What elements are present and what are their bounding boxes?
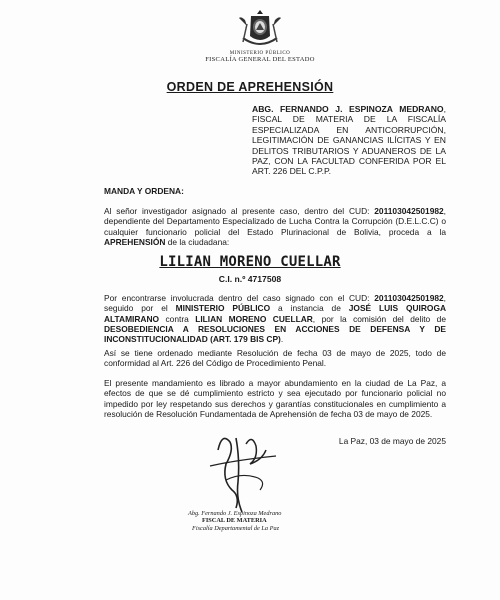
institution-name: MINISTERIO PÚBLICO <box>229 51 291 56</box>
official-stamp <box>188 510 292 532</box>
text-span: , dependiente del Departamento Especializado de Lucha Contra la Corrupción (D.E.L.C.C) o cualquier funcionario policial del Estado Plurinacional de Bolivia, proceda a la <box>104 206 446 237</box>
accused-name-inline: LILIAN MORENO CUELLAR <box>195 313 313 324</box>
id-number: C.I. n.º 4717508 <box>218 274 282 284</box>
authority-name: ABG. FERNANDO J. ESPINOZA MEDRANO <box>252 104 444 114</box>
document-title: ORDEN DE APREHENSIÓN <box>166 80 334 94</box>
institution-subname: FISCALÍA GENERAL DEL ESTADO <box>205 56 315 63</box>
text-span: Por encontrarse involucrada dentro del caso signado con el CUD: <box>104 293 375 303</box>
text-span: , seguido por el <box>104 293 446 314</box>
coat-of-arms-icon <box>237 8 283 50</box>
accused-name: LILIAN MORENO CUELLAR <box>159 254 341 270</box>
resolution-paragraph: Así se tiene ordenado mediante Resolución de fecha 03 de mayo de 2025, todo de conformidad al Art. 226 del Código de Procedimiento Penal. <box>104 348 446 369</box>
handwritten-signature <box>196 420 306 520</box>
case-paragraph <box>104 293 446 344</box>
emphasis-text: MINISTERIO PÚBLICO <box>175 303 271 314</box>
text-span: Al señor investigador asignado al presente caso, dentro del CUD: <box>104 206 375 216</box>
crime-text: DESOBEDIENCIA A RESOLUCIONES EN ACCIONES DE DEFENSA Y DE INCONSTITUCIONALIDAD (ART. 179 BIS CP) <box>104 323 446 345</box>
text-span: , por la comisión del delito de <box>312 313 446 324</box>
mandate-paragraph: El presente mandamiento es librado a mayor abundamiento en la ciudad de La Paz, a efectos de que se dé cumplimiento estricto y sea ejecutado por funcionario policial no impedido por ley respetando sus derechos y garantías constitucionales en cumplimiento a resolución de Resolución Fundamentada de Aprehensión de fecha 03 de mayo de 2025. <box>104 378 446 419</box>
complainant-name: JOSÉ LUIS QUIROGA ALTAMIRANO <box>104 303 447 324</box>
text-span: a instancia de <box>270 303 349 314</box>
stamp-signer: Abg. Fernando J. Espinoza Medrano <box>188 510 282 517</box>
case-number: 201103042501982 <box>374 293 444 303</box>
stamp-title: FISCAL DE MATERIA <box>202 517 267 525</box>
emphasis-text: APREHENSIÓN <box>104 236 166 247</box>
case-number: 201103042501982 <box>374 206 444 216</box>
order-paragraph <box>104 206 446 247</box>
order-heading: MANDA Y ORDENA: <box>104 186 184 196</box>
stamp-office: Fiscalía Departamental de La Paz <box>192 524 280 532</box>
text-span: de la ciudadana: <box>165 236 230 247</box>
authority-text: , FISCAL DE MATERIA DE LA FISCALÍA ESPECIALIZADA EN ANTICORRUPCIÓN, LEGITIMACIÓN DE GANANCIAS ILÍCITAS Y EN DELITOS TRIBUTARIOS Y ADUANEROS DE LA PAZ, CON LA FACULTAD CONFERIDA POR EL ART. 226 DEL C.P.P. <box>252 104 446 177</box>
text-span: contra <box>159 313 196 324</box>
issue-date: La Paz, 03 de mayo de 2025 <box>338 436 446 446</box>
text-span: . <box>280 334 284 345</box>
authority-block <box>252 104 446 177</box>
letterhead <box>200 8 320 63</box>
